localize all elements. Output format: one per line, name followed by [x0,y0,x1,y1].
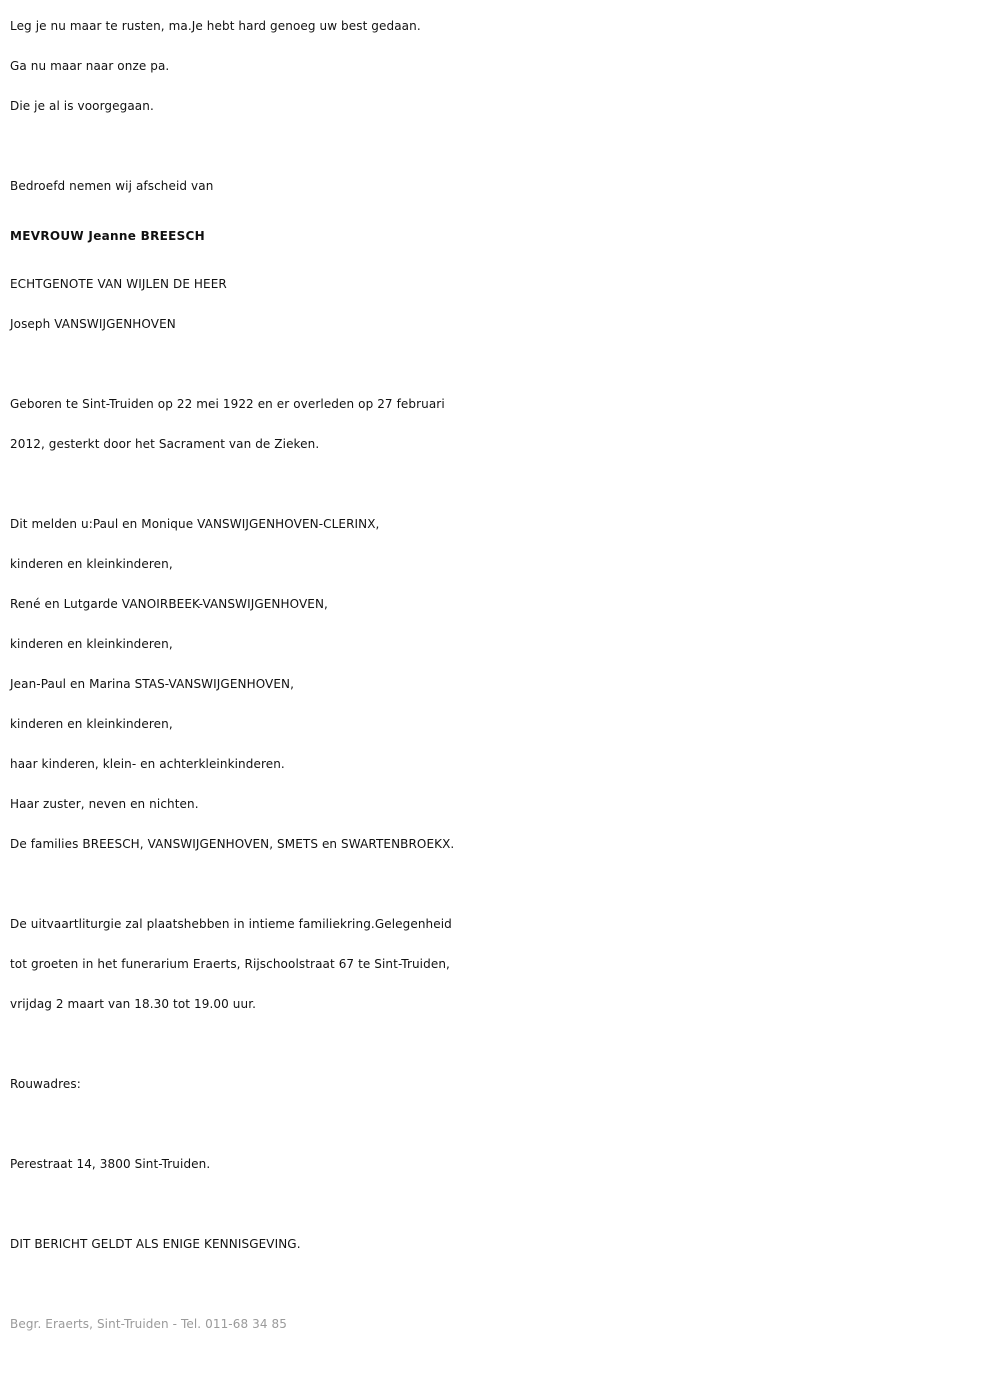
poem-line: Leg je nu maar te rusten, ma.Je hebt hard genoeg uw best gedaan. [10,19,421,33]
family-line: De families BREESCH, VANSWIJGENHOVEN, SMETS en SWARTENBROEKX. [10,837,455,851]
family-line: René en Lutgarde VANOIRBEEK-VANSWIJGENHOVEN, [10,597,328,611]
obituary-notice [10,6,995,1344]
family-line: kinderen en kleinkinderen, [10,637,173,651]
mourning-address: Perestraat 14, 3800 Sint-Truiden. [10,1157,211,1171]
poem [10,6,995,126]
intro-text: Bedroefd nemen wij afscheid van [10,179,214,193]
deceased-block [10,208,995,344]
deceased-name: MEVROUW Jeanne BREESCH [10,229,206,243]
spacer [10,1024,995,1064]
birth-death-line: Geboren te Sint-Truiden op 22 mei 1922 en er overleden op 27 februari [10,397,445,411]
spacer [10,864,995,904]
funeral-line: tot groeten in het funerarium Eraerts, Rijschoolstraat 67 te Sint-Truiden, [10,957,450,971]
poem-line: Die je al is voorgegaan. [10,99,154,113]
spacer [10,1104,995,1144]
spacer [10,344,995,384]
family-line: Dit melden u:Paul en Monique VANSWIJGENHOVEN-CLERINX, [10,517,380,531]
notice-text: DIT BERICHT GELDT ALS ENIGE KENNISGEVING. [10,1237,301,1251]
poem-line: Ga nu maar naar onze pa. [10,59,170,73]
spouse-name: Joseph VANSWIJGENHOVEN [10,317,176,331]
family-line: kinderen en kleinkinderen, [10,557,173,571]
spacer [10,464,995,504]
spouse-label: ECHTGENOTE VAN WIJLEN DE HEER [10,277,227,291]
family-list [10,504,995,864]
birth-death-text [10,384,995,464]
funeral-text [10,904,995,1024]
family-line: haar kinderen, klein- en achterkleinkinderen. [10,757,285,771]
spacer [10,1184,995,1224]
funeral-line: vrijdag 2 maart van 18.30 tot 19.00 uur. [10,997,257,1011]
spacer [10,1264,995,1304]
birth-death-line: 2012, gesterkt door het Sacrament van de Zieken. [10,437,320,451]
family-line: kinderen en kleinkinderen, [10,717,173,731]
funeral-line: De uitvaartliturgie zal plaatshebben in intieme familiekring.Gelegenheid [10,917,452,931]
spacer [10,126,995,166]
family-line: Haar zuster, neven en nichten. [10,797,199,811]
mourning-address-label: Rouwadres: [10,1077,81,1091]
footer-text: Begr. Eraerts, Sint-Truiden - Tel. 011-68 34 85 [10,1317,287,1331]
family-line: Jean-Paul en Marina STAS-VANSWIJGENHOVEN, [10,677,295,691]
